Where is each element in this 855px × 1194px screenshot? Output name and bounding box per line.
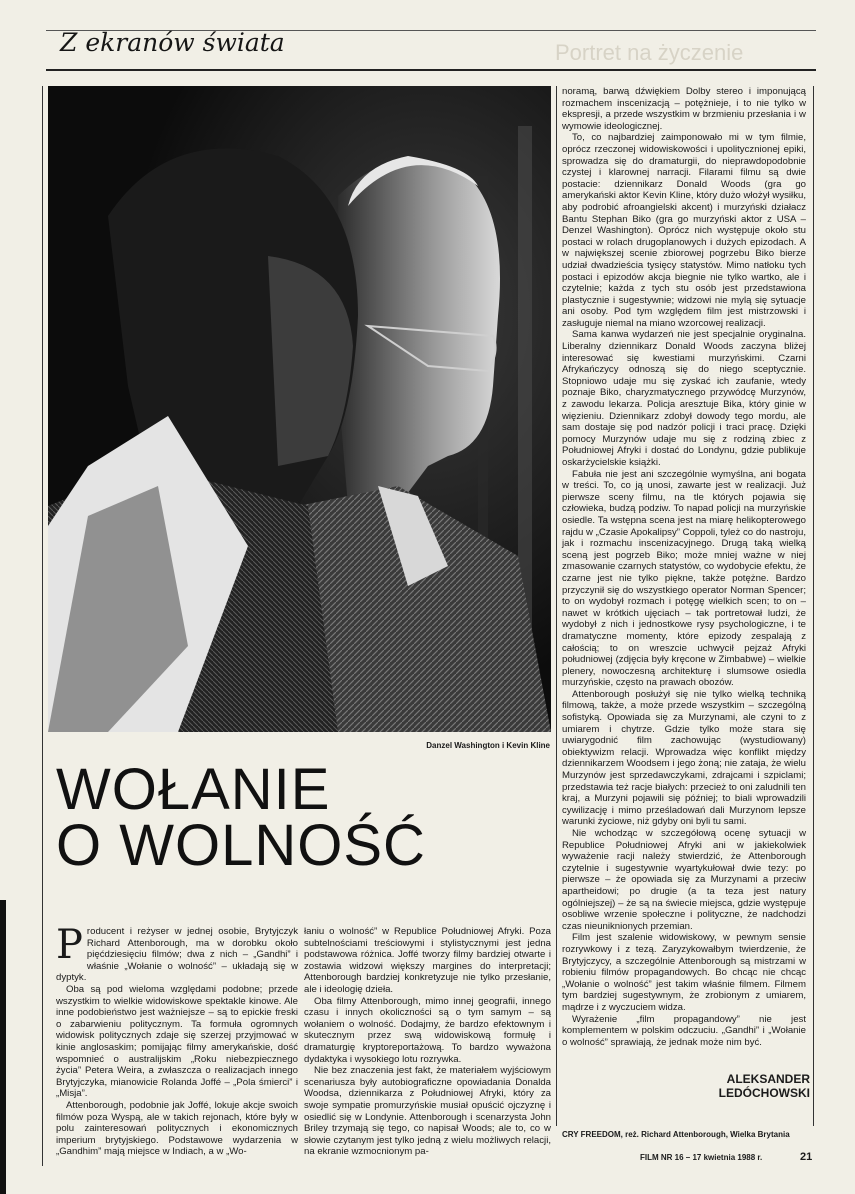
- section-title: Z ekranów świata: [60, 28, 285, 57]
- article-headline: [56, 757, 426, 878]
- paragraph: Fabuła nie jest ani szczególnie wymyślna, ani bogata w treści. To, co ją unosi, zawarte jest w realizacji. Już pierwsze sceny filmu, na tle których pojawia się człowieka, budzą podziw. To napad policji na murzyńskie osiedle. Ta wstępna scena jest na miarę helikopterowego rajdu w „Czasie Apokalipsy” Coppoli, tyleż co do nastroju, jak i rozmachu inscenizacyjnego. Drugą taką wielką sceną jest pogrzeb Biko; może mniej ważne w niej zmasowanie czarnych statystów, co wydobycie efektu, że czarne jest nie tylko piękne, także potężne. Bardzo przyczynił się do wszystkiego operator Norman Spencer; to on wydobył rozmach i potęgę wielkich scen; to on – nawet w krótkich ujęciach – tak portretował ludzi, że wydobył z nich i jednostkowe rysy psychologiczne, i te dramatyczne momenty, które epizody zespalają z całością; to on wreszcie uchwycił pejzaż Afryki południowej (zdjęcia były kręcone w Zimbabwe) – wielkie plenery, nowoczesną architekturę i slumsowe osiedla murzyńskie, często na prawach obozów.: [562, 468, 806, 689]
- lead-paragraph: [56, 922, 298, 984]
- paragraph: Oba są pod wieloma względami podobne; przede wszystkim to wielkie widowiskowe spektakle kinowe. Ale inne podobieństwo jest ważniejsze – są to epickie freski o zabarwieniu politycznym. Ta formuła ogromnych widowisk politycznych zdaje się szerzej przyjmować w kinie anglosaskim; pomijając filmy amerykańskie, dość wspomnieć o australijskim „Roku niebezpiecznego życia” Petera Weira, a zwłaszcza o realizacjach innego Brytyjczyka, mianowicie Rolanda Joffé – „Pola śmierci” i „Misja”.: [56, 983, 298, 1100]
- paragraph-text: roducent i reżyser w jednej osobie, Brytyjczyk Richard Attenborough, ma w dorobku około pięćdziesięciu filmów; dwa z nich – „Gandhi” i właśnie „Wołanie o wolność” – układają się w dyptyk.: [56, 926, 298, 984]
- scan-edge: [0, 900, 6, 1194]
- center-column-rule: [556, 86, 557, 1126]
- portrait-illustration: [48, 86, 551, 732]
- film-still-photo: [48, 86, 551, 732]
- paragraph: Nie bez znaczenia jest fakt, że materiałem wyjściowym scenariusza były autobiograficzne opowiadania Donalda Woodsa, dziennikarza z Południowej Afryki, który za swoje sympatie promurzyńskie musiał opuścić ojczyznę i osiedlić się w Londynie. Attenborough i scenarzysta John Briley trzymają się tego, co napisał Woods; ale to, co w słowie czytanym jest tylko jedną z wielu możliwych relacji, na ekranie wzmocnionym pa-: [304, 1065, 551, 1158]
- section-rule: [46, 69, 816, 71]
- headline-line-2: O WOLNOŚĆ: [56, 813, 426, 878]
- film-credit: CRY FREEDOM, reż. Richard Attenborough, Wielka Brytania: [562, 1130, 790, 1139]
- page-number: 21: [800, 1151, 813, 1163]
- paragraph: noramą, barwą dźwiękiem Dolby stereo i imponującą rozmachem inscenizacją – potężnieje, i to nie tylko w ekspresji, a przede wszystkim w brzmieniu przesłania i w wymowie ideologicznej.: [562, 86, 806, 132]
- paragraph: łaniu o wolność” w Republice Południowej Afryki. Poza subtelnościami treściowymi i stylistycznymi jest jedna podstawowa różnica. Joffé tworzy filmy bardziej otwarte i zostawia widzowi większy margines do interpretacji; Attenborough bardziej konkretyzuje nie tylko przesłanie, ale i ideologię dzieła.: [304, 926, 551, 995]
- drop-cap: P: [56, 922, 83, 968]
- author-last-name: LEDÓCHOWSKI: [718, 1086, 810, 1100]
- paragraph: Sama kanwa wydarzeń nie jest specjalnie oryginalna. Liberalny dziennikarz Donald Woods zaczyna bliżej interesować się kwestiami murzyńskimi. Czarni Afrykańczycy odnoszą się do niego sceptycznie. Stopniowo udaje mu się zyskać ich zaufanie, wtedy poznaje Biko, charyzmatycznego przywódcę Murzynów, z zawodu lekarza. Policja aresztuje Bika, który ginie w więzieniu. Dziennikarz zdobył dowody tego mordu, ale sam dostaje się pod nadzór policji i traci pracę. Dzięki pomocy Murzynów udaje mu się z rodziną zbiec z Południowej Afryki i dostać do Londynu, gdzie publikuje oskarżycielskie książki.: [562, 329, 806, 468]
- paragraph: Film jest szalenie widowiskowy, w pewnym sensie rozrywkowy i z tezą. Zaryzykowałbym twierdzenie, że Brytyjczycy, a szczególnie Attenborough są mistrzami w robieniu filmów propagandowych. Bo chcąc nie chcąc „Wołanie o wolność” jest takim właśnie filmem. Filmem tym bardziej sugestywnym, że zrobionym z umiarem, mądrze i z wyczuciem widza.: [562, 932, 806, 1013]
- article-column-3: [562, 86, 806, 1048]
- paragraph: Oba filmy Attenborough, mimo innej geografii, innego czasu i innych okoliczności są o tym samym – są wołaniem o wolność. Dodajmy, że bardzo efektownym i skutecznym przez swą widowiskową formułę i dramaturgię kryptoreportażową. To bardzo wyważona dydaktyka i wysokiego lotu rozrywka.: [304, 995, 551, 1065]
- paragraph: Nie wchodząc w szczegółową ocenę sytuacji w Republice Południowej Afryki ani w jakiekolwiek wyważenie racji należy stwierdzić, że Attenborough czytelnie i sugestywnie wyartykułował dwie tezy: po pierwsze – że opowiada się za Murzynami a przeciw apartheidowi; po drugie (a ta teza jest natury ogólniejszej) – że są na świecie miejsca, gdzie występuje osobliwe wrzenie społeczne i polityczne, że nadchodzi czas nieuniknionych przemian.: [562, 828, 806, 932]
- issue-footer: FILM NR 16 – 17 kwietnia 1988 r.: [640, 1153, 763, 1162]
- paragraph: Attenborough posłużył się nie tylko wielką techniką filmową, także, a może przede wszystkim – szczególną sofistyką. Opowiada się za Murzynami, ale czyni to z umiarem i chytrze. Gdzie tylko może stara się uwiarygodnić film zachowując (wystudiowany) obiektywizm relacji. Wprowadza więc konflikt między dziennikarzem Woodsem i jego żoną; nie zataja, że wielu Murzynów jest sprzedawczykami, zdrajcami i szpiclami; przedstawia też racje białych: przecież to oni zaludnili ten kraj, a Murzyni pojawili się później; to biali wprowadzili cywilizację i mimo prześladowań dali Murzynom lepsze warunki życiowe, niż gdyby oni byli tu sami.: [562, 688, 806, 828]
- right-column-rule: [813, 86, 814, 1126]
- author-first-name: ALEKSANDER: [726, 1072, 810, 1086]
- paragraph: To, co najbardziej zaimponowało mi w tym filmie, oprócz rzeczonej widowiskowości i upolitycznionej epiki, sprowadza się do dramaturgii, do nieprawdopodobnie czystej i klarownej narracji. Filarami filmu są dwie postacie: dziennikarz Donald Woods (gra go amerykański aktor Kevin Kline, który dużo włożył wysiłku, aby podrobić afroangielski akcent) i murzyński działacz Bantu Stephan Biko (gra go murzyński aktor z USA – Denzel Washington). Oprócz nich występuje około stu postaci w rolach drugoplanowych i dużych epizodach. A w największej scenie zbiorowej pogrzebu Biko bierze udział dwadzieścia tysięcy statystów. Mimo natłoku tych postaci i epizodów akcja biegnie nie tylko wartko, ale i czytelnie; każda z tych stu osób jest przedstawiona plastycznie i sugestywnie; widzowi nie mylą się sytuacje ani osoby. Pod tym względem film jest mistrzowski i zasługuje niemal na miano wzorcowej realizacji.: [562, 132, 806, 329]
- article-column-2: [304, 926, 551, 1158]
- article-column-1: [56, 922, 298, 1158]
- bleed-through-text: Portret na życzenie: [555, 40, 744, 65]
- photo-caption: Danzel Washington i Kevin Kline: [426, 741, 550, 750]
- paragraph: Attenborough, podobnie jak Joffé, lokuje akcje swoich filmów poza Wyspą, ale w takich rejonach, które były w polu zainteresowań politycznych i ekonomicznych imperium brytyjskiego. Podstawowe wydarzenia w „Gandhim” mają miejsce w Indiach, a w „Wo-: [56, 1099, 298, 1158]
- author-byline: [650, 1072, 810, 1100]
- headline-line-1: WOŁANIE: [56, 757, 331, 822]
- left-column-rule: [42, 86, 43, 1166]
- paragraph: Wyrażenie „film propagandowy” nie jest komplementem w polskim odczuciu. „Gandhi” i „Wołanie o wolność” sprawiają, że jednak może nim być.: [562, 1013, 806, 1048]
